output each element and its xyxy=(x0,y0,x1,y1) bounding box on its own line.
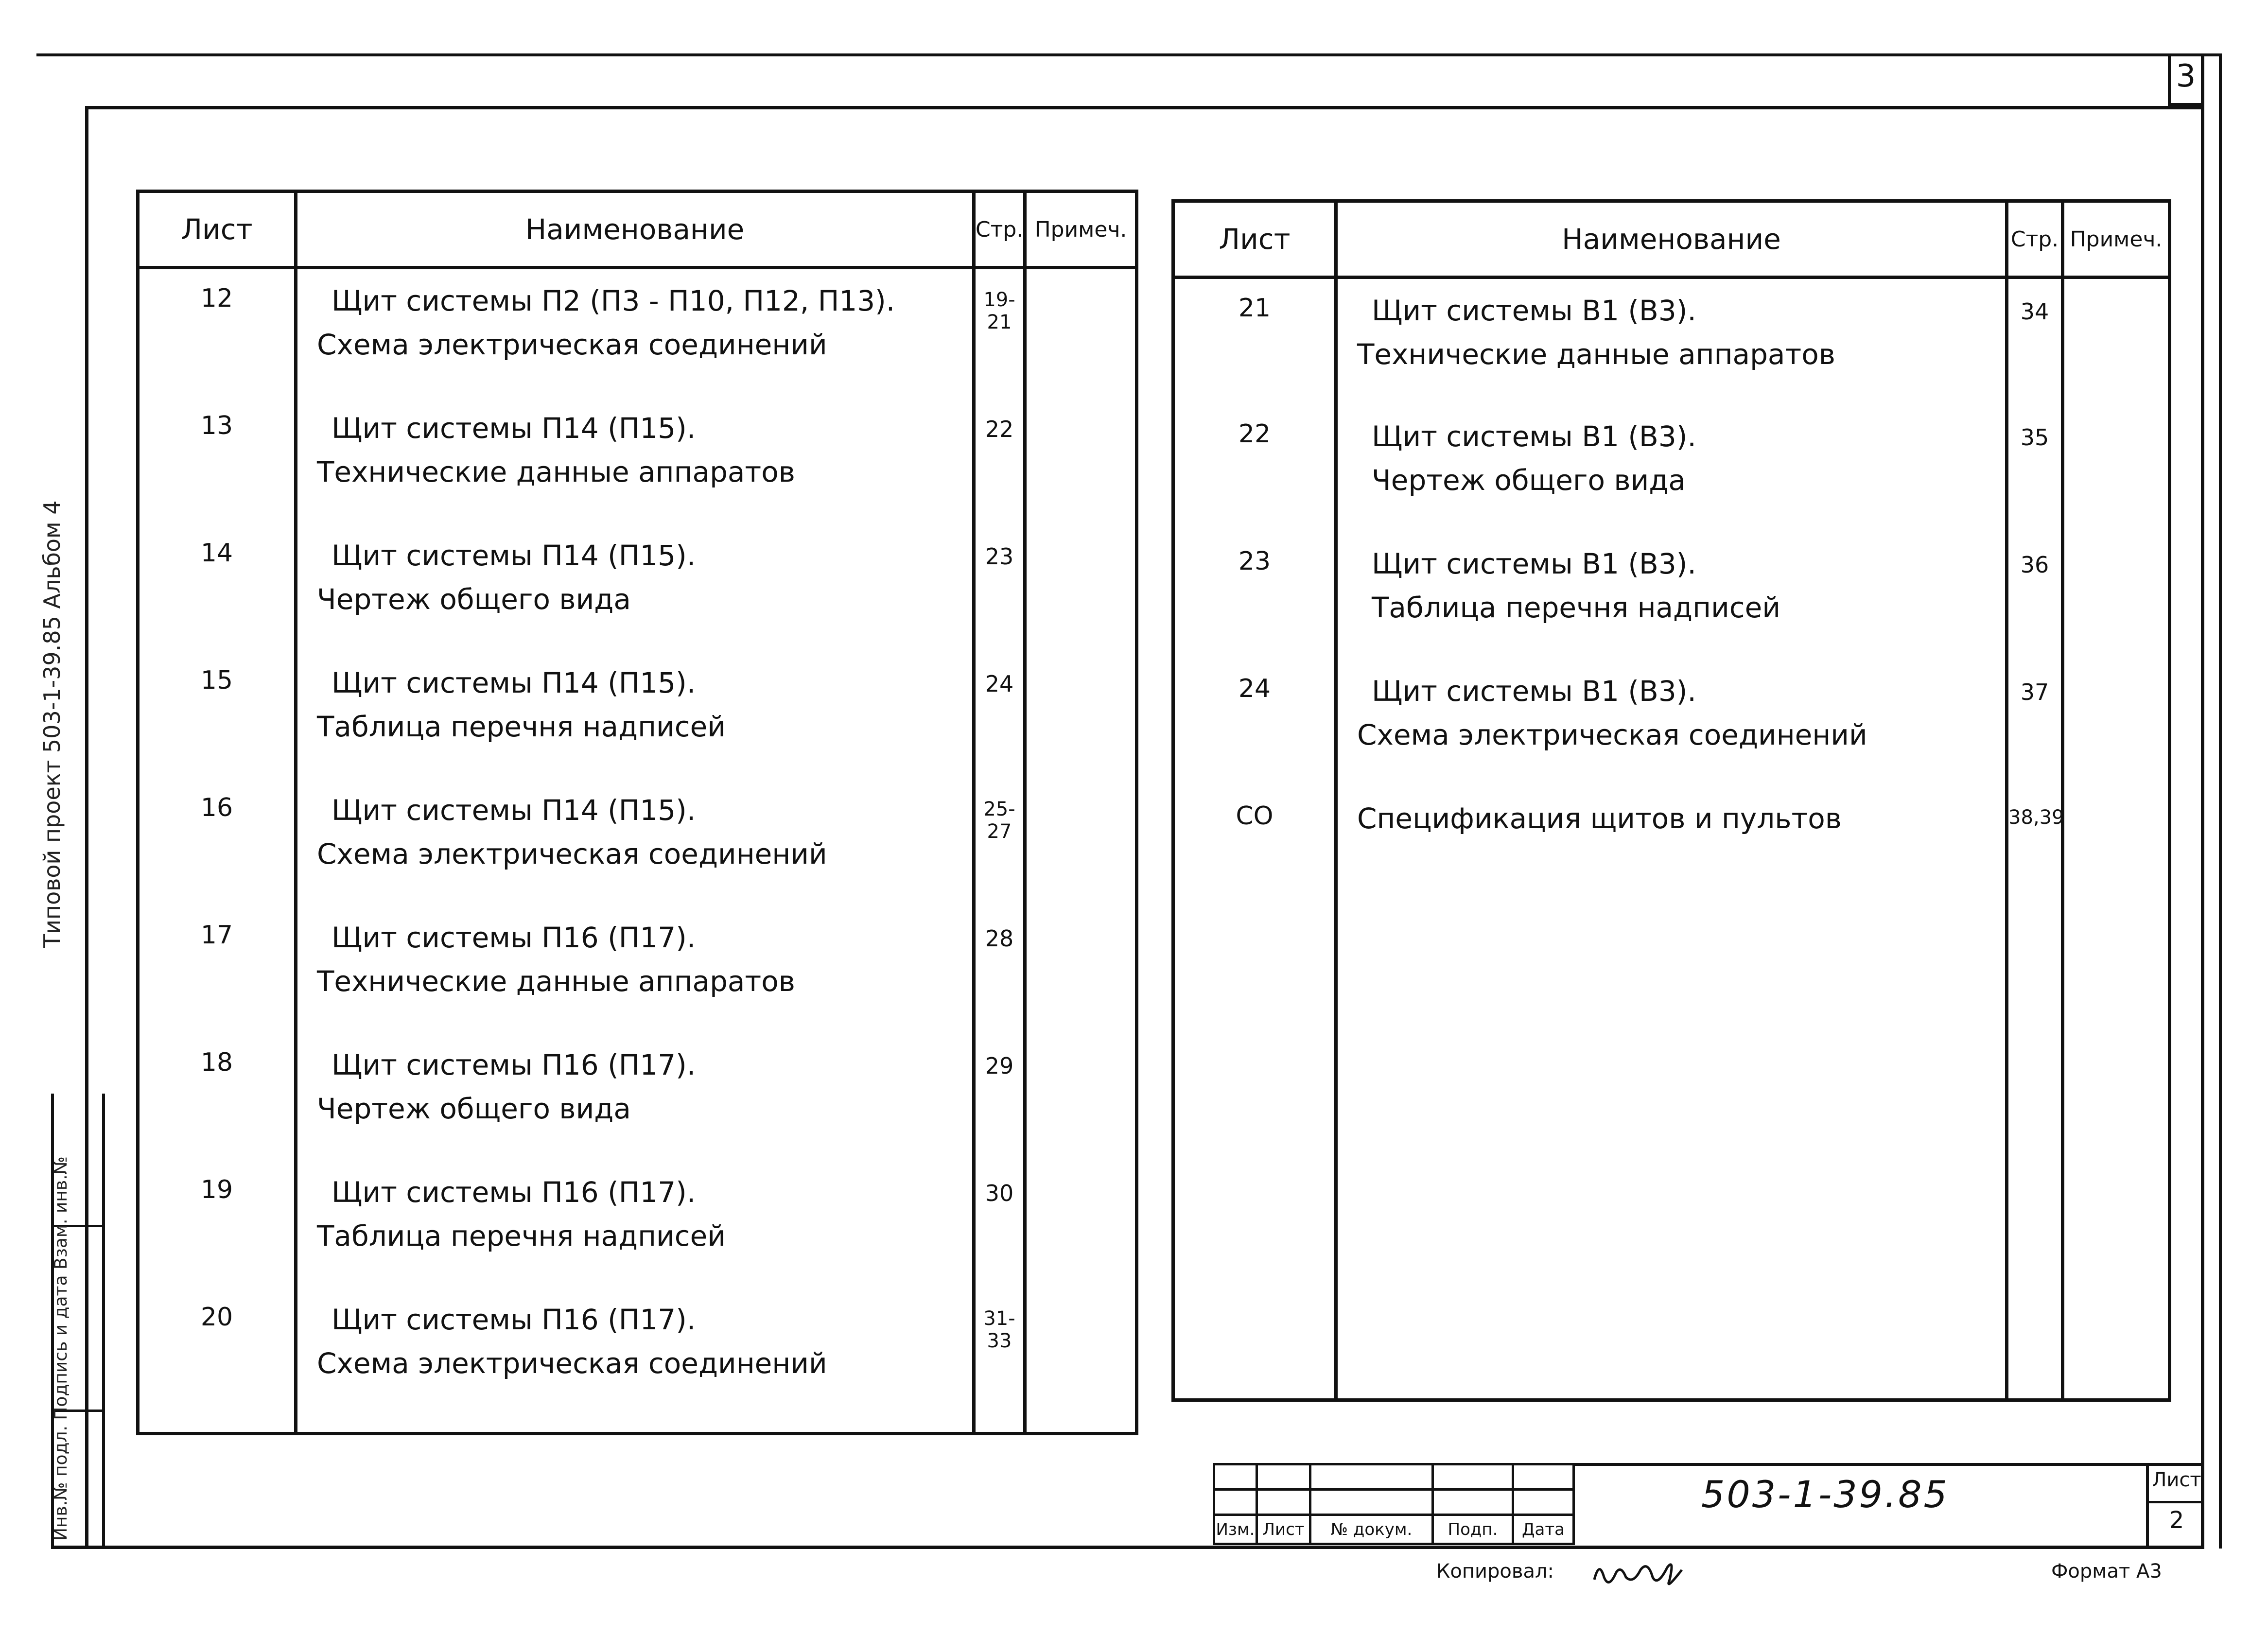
row-sheet: 14 xyxy=(138,524,296,651)
row-name-line2: Схема электрическая соединений xyxy=(317,837,827,870)
row-page: 23 xyxy=(974,524,1025,651)
col-header-page: Стр. xyxy=(974,191,1025,268)
row-name xyxy=(296,1033,974,1161)
row-name-line1: Щит системы В1 (В3). xyxy=(1372,674,1696,708)
row-name-line1: Щит системы П14 (П15). xyxy=(331,411,696,445)
table-row xyxy=(138,1033,1137,1161)
table-row xyxy=(1173,660,2170,787)
table-row xyxy=(138,906,1137,1033)
left-contents-table xyxy=(136,190,1138,1435)
row-note xyxy=(2063,532,2170,660)
row-name xyxy=(1336,532,2007,660)
row-page: 24 xyxy=(974,651,1025,779)
col-header-name: Наименование xyxy=(296,191,974,268)
row-page: 28 xyxy=(974,906,1025,1033)
row-name xyxy=(296,524,974,651)
side-project-text: Типовой проект 503-1-39.85 Альбом 4 xyxy=(39,500,65,948)
row-sheet: СО xyxy=(1173,787,1336,1400)
row-page: 25-27 xyxy=(974,779,1025,906)
row-name xyxy=(296,906,974,1033)
col-header-note: Примеч. xyxy=(2063,201,2170,278)
row-name xyxy=(296,397,974,524)
row-name-line2: Чертеж общего вида xyxy=(317,1092,631,1125)
row-name-line2: Схема электрическая соединений xyxy=(317,1346,827,1380)
top-border-line xyxy=(36,53,2219,56)
row-name-line1: Щит системы В1 (В3). xyxy=(1372,419,1696,453)
row-name xyxy=(1336,787,2007,1400)
format-label: Формат А3 xyxy=(2051,1560,2162,1583)
row-note xyxy=(1025,524,1137,651)
frame-right-outer xyxy=(2219,53,2222,1549)
row-name xyxy=(296,651,974,779)
row-name xyxy=(1336,660,2007,787)
row-name-line2: Таблица перечня надписей xyxy=(317,710,726,743)
right-contents-table xyxy=(1171,199,2171,1402)
row-page: 38,39 xyxy=(2007,787,2063,1400)
frame-bottom xyxy=(51,1546,2204,1549)
row-name xyxy=(1336,405,2007,532)
frame-left xyxy=(85,106,88,1549)
stamp-header-doc: № докум. xyxy=(1310,1515,1433,1544)
row-note xyxy=(1025,268,1137,397)
frame-top xyxy=(85,106,2204,109)
table-row xyxy=(138,779,1137,906)
table-row xyxy=(138,651,1137,779)
row-name-line2: Чертеж общего вида xyxy=(1372,463,1686,497)
row-sheet: 21 xyxy=(1173,278,1336,405)
row-name-line1: Щит системы П16 (П17). xyxy=(331,1048,696,1081)
row-page: 19-21 xyxy=(974,268,1025,397)
row-note xyxy=(2063,787,2170,1400)
row-page: 36 xyxy=(2007,532,2063,660)
signature xyxy=(1589,1550,1696,1596)
row-sheet: 18 xyxy=(138,1033,296,1161)
stamp-header-date: Дата xyxy=(1513,1515,1574,1544)
side-stamp-text: Инв.№ подл. Подпись и дата Взам. инв.№ xyxy=(51,1156,71,1541)
row-note xyxy=(1025,779,1137,906)
row-note xyxy=(1025,906,1137,1033)
frame-right xyxy=(2201,53,2204,1549)
row-sheet: 12 xyxy=(138,268,296,397)
row-name xyxy=(296,779,974,906)
row-sheet: 19 xyxy=(138,1161,296,1288)
table-row xyxy=(138,1288,1137,1434)
row-note xyxy=(1025,1033,1137,1161)
row-name xyxy=(296,268,974,397)
row-note xyxy=(2063,405,2170,532)
row-note xyxy=(1025,397,1137,524)
row-page: 29 xyxy=(974,1033,1025,1161)
row-page: 37 xyxy=(2007,660,2063,787)
col-header-sheet: Лист xyxy=(1173,201,1336,278)
revision-stamp-table xyxy=(1213,1463,1575,1545)
row-name-line1: Щит системы П16 (П17). xyxy=(331,1303,696,1336)
col-header-note: Примеч. xyxy=(1025,191,1137,268)
row-sheet: 20 xyxy=(138,1288,296,1434)
copied-by-label: Копировал: xyxy=(1436,1560,1554,1583)
row-name-line1: Щит системы В1 (В3). xyxy=(1372,294,1696,327)
table-row xyxy=(1173,787,2170,1400)
row-name-line1: Щит системы П2 (П3 - П10, П12, П13). xyxy=(331,284,895,317)
table-row xyxy=(1173,532,2170,660)
row-sheet: 15 xyxy=(138,651,296,779)
row-page: 22 xyxy=(974,397,1025,524)
stamp-sheet-label: Лист xyxy=(2152,1469,2201,1491)
row-sheet: 24 xyxy=(1173,660,1336,787)
table-row xyxy=(1173,278,2170,405)
row-name-line2: Чертеж общего вида xyxy=(317,582,631,616)
table-row xyxy=(138,1161,1137,1288)
row-page: 34 xyxy=(2007,278,2063,405)
row-sheet: 22 xyxy=(1173,405,1336,532)
col-header-sheet: Лист xyxy=(138,191,296,268)
row-name-line1: Щит системы П16 (П17). xyxy=(331,1175,696,1209)
stamp-header-sheet: Лист xyxy=(1257,1515,1310,1544)
row-page: 35 xyxy=(2007,405,2063,532)
stamp-top-line xyxy=(1572,1463,2204,1466)
row-name-line1: Щит системы П14 (П15). xyxy=(331,793,696,827)
table-row xyxy=(1173,405,2170,532)
row-note xyxy=(1025,1288,1137,1434)
row-name-line2: Схема электрическая соединений xyxy=(317,328,827,361)
row-sheet: 13 xyxy=(138,397,296,524)
row-name-line2: Технические данные аппаратов xyxy=(317,964,795,998)
stamp-header-change: Изм. xyxy=(1214,1515,1257,1544)
col-header-page: Стр. xyxy=(2007,201,2063,278)
row-sheet: 23 xyxy=(1173,532,1336,660)
row-name-line2: Таблица перечня надписей xyxy=(1372,591,1781,624)
row-page: 30 xyxy=(974,1161,1025,1288)
row-name xyxy=(1336,278,2007,405)
row-name-line2: Схема электрическая соединений xyxy=(1357,718,1867,751)
document-code: 503-1-39.85 xyxy=(1701,1473,1949,1516)
row-sheet: 16 xyxy=(138,779,296,906)
row-name-line1: Щит системы П14 (П15). xyxy=(331,539,696,572)
table-row xyxy=(138,397,1137,524)
row-name-line2: Технические данные аппаратов xyxy=(317,455,795,488)
row-sheet: 17 xyxy=(138,906,296,1033)
row-page: 31-33 xyxy=(974,1288,1025,1434)
row-name-line2: Таблица перечня надписей xyxy=(317,1219,726,1253)
row-name-line1: Спецификация щитов и пультов xyxy=(1357,801,1842,835)
row-name-line1: Щит системы В1 (В3). xyxy=(1372,547,1696,580)
table-row xyxy=(138,524,1137,651)
row-name-line1: Щит системы П14 (П15). xyxy=(331,666,696,699)
row-note xyxy=(2063,278,2170,405)
table-row xyxy=(138,268,1137,397)
col-header-name: Наименование xyxy=(1336,201,2007,278)
row-note xyxy=(1025,1161,1137,1288)
row-note xyxy=(2063,660,2170,787)
stamp-sheet-sep xyxy=(2146,1501,2204,1503)
row-note xyxy=(1025,651,1137,779)
row-name xyxy=(296,1161,974,1288)
side-stamp-line-2 xyxy=(102,1094,105,1549)
stamp-sheet-number: 2 xyxy=(2169,1507,2184,1534)
row-name xyxy=(296,1288,974,1434)
row-name-line1: Щит системы П16 (П17). xyxy=(331,921,696,954)
row-name-line2: Технические данные аппаратов xyxy=(1357,338,1835,371)
corner-sheet-number: 3 xyxy=(2176,58,2196,94)
stamp-header-sign: Подп. xyxy=(1433,1515,1513,1544)
